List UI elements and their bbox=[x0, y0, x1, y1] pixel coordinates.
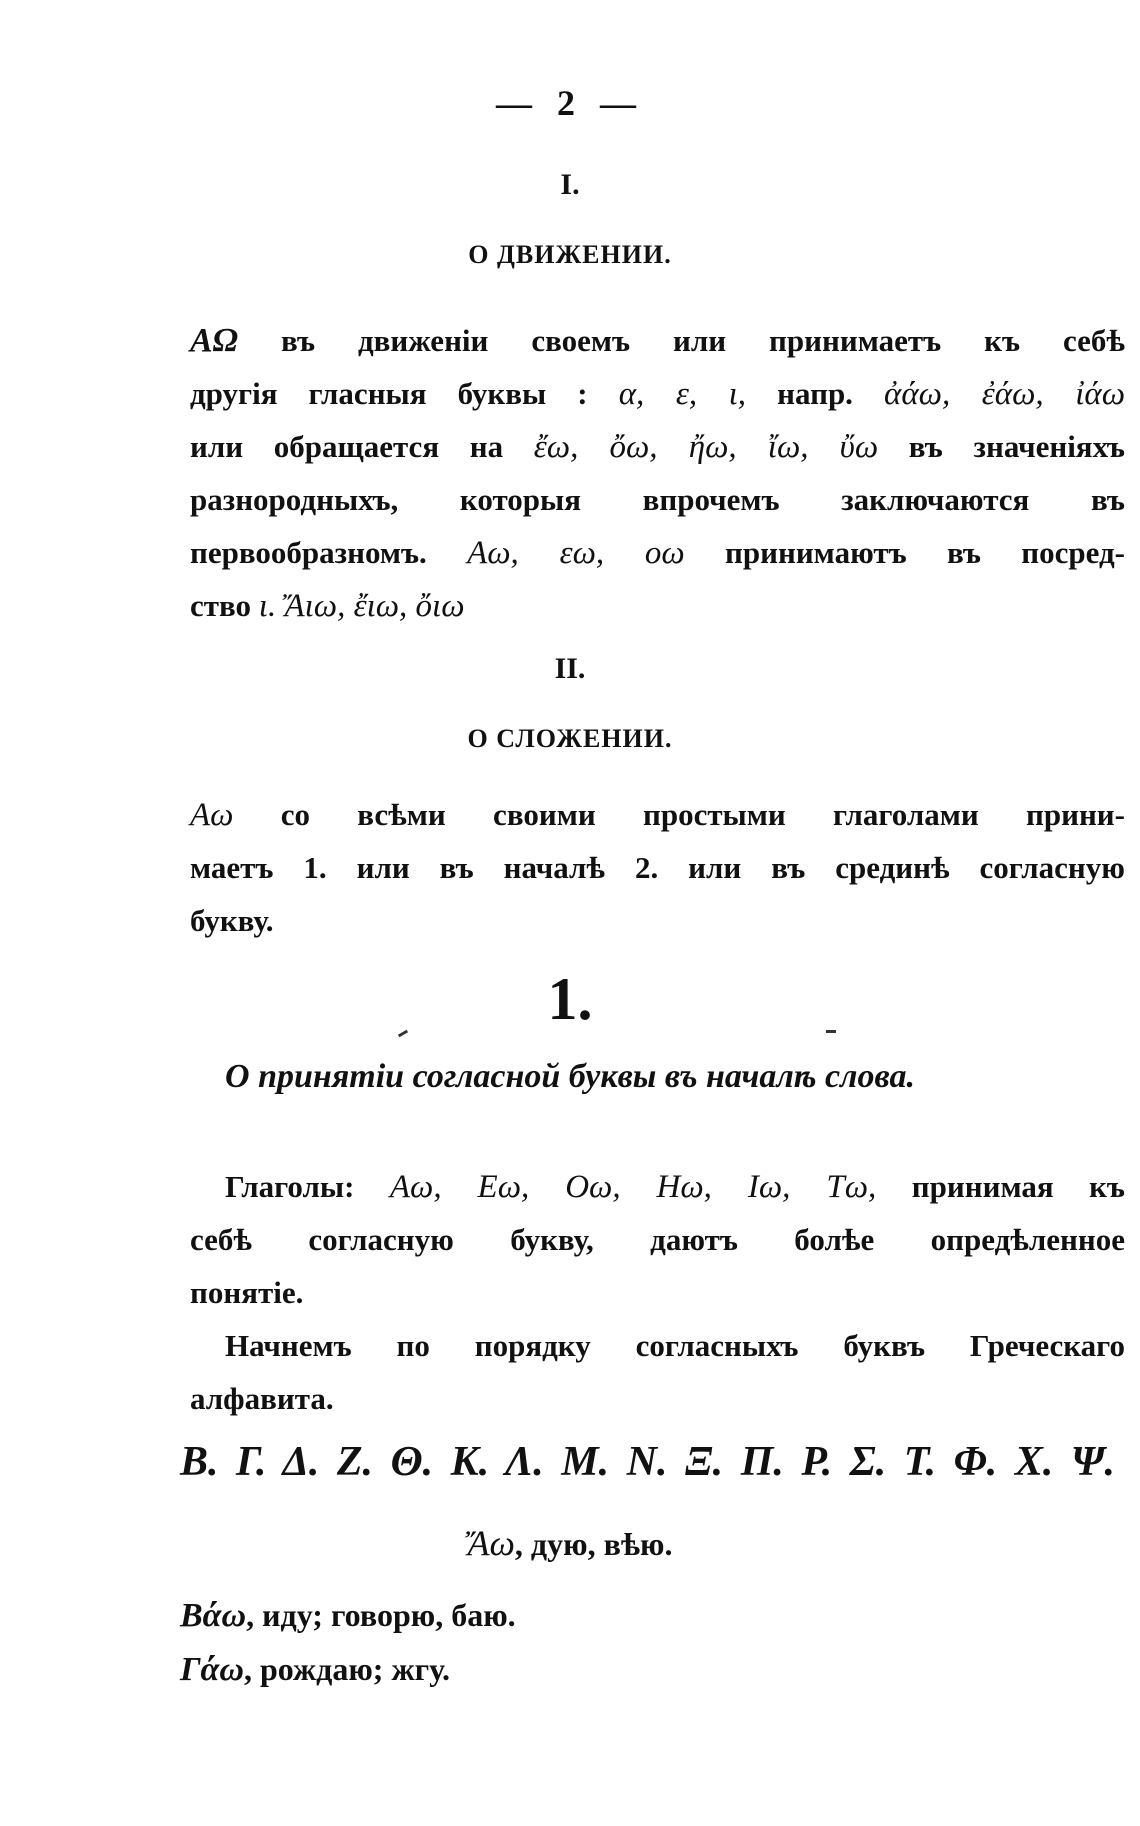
text-line: букву. bbox=[190, 903, 274, 938]
subsection-paragraph-2 bbox=[225, 1319, 1125, 1372]
section-1-paragraph bbox=[190, 314, 1125, 632]
example-greek: Γάω bbox=[180, 1651, 244, 1688]
text-line: Αω со всѣми своими простыми глаголами прини- bbox=[190, 797, 1125, 833]
text-line: ство ι. Ἄιω, ἔιω, ὄιω bbox=[190, 588, 465, 624]
text-line: другія гласныя буквы : α, ε, ι, напр. ἀάω, ἐάω, ἰάω bbox=[190, 376, 1125, 412]
subsection-paragraph-2-cont bbox=[190, 1372, 1125, 1425]
subsection-paragraph-1 bbox=[225, 1160, 1125, 1213]
subsection-paragraph-1-cont bbox=[190, 1213, 1125, 1319]
example-entry bbox=[180, 1651, 450, 1689]
text-line: первообразномъ. Αω, εω, οω принимаютъ въ посред- bbox=[190, 535, 1125, 571]
section-2-heading: О СЛОЖЕНИИ. bbox=[467, 724, 673, 753]
subsection-title: О принятіи согласной буквы въ началѣ слова. bbox=[225, 1058, 915, 1095]
example-gloss: , рождаю; жгу. bbox=[243, 1651, 450, 1687]
example-greek: Βάω bbox=[180, 1597, 247, 1634]
section-1-numeral: I. bbox=[560, 168, 580, 201]
subsection-number: 1. bbox=[547, 966, 593, 1032]
section-2-paragraph bbox=[190, 788, 1125, 947]
section-1-heading: О ДВИЖЕНИИ. bbox=[468, 240, 672, 269]
text-line: ΑΩ въ движеніи своемъ или принимаетъ къ себѣ bbox=[190, 322, 1125, 359]
example-entry bbox=[180, 1597, 516, 1635]
text-line: или обращается на ἔω, ὄω, ἤω, ἴω, ὔω въ значеніяхъ bbox=[190, 429, 1125, 465]
text-line: понятіе. bbox=[190, 1275, 304, 1310]
print-speck bbox=[826, 1030, 836, 1033]
text-line: маетъ 1. или въ началѣ 2. или въ срединѣ согласную bbox=[190, 850, 1125, 885]
entry-heading bbox=[0, 1522, 1140, 1564]
text-line: разнородныхъ, которыя впрочемъ заключаются въ bbox=[190, 482, 1125, 517]
text-line: Глаголы: Αω, Εω, Οω, Ηω, Ιω, Τω, принимая къ bbox=[225, 1169, 1126, 1205]
entry-heading-gloss: , дую, вѣю. bbox=[514, 1526, 673, 1562]
text-line: Начнемъ по порядку согласныхъ буквъ Греческаго bbox=[225, 1328, 1125, 1363]
greek-consonant-alphabet: Β. Γ. Δ. Ζ. Θ. Κ. Λ. Μ. Ν. Ξ. Π. Ρ. Σ. Τ. Φ. Χ. Ψ. bbox=[180, 1439, 1115, 1485]
example-gloss: , иду; говорю, баю. bbox=[246, 1597, 516, 1633]
text-line: алфавита. bbox=[190, 1381, 334, 1416]
entry-heading-greek: Ἄω bbox=[467, 1523, 515, 1563]
page-number: — 2 — bbox=[496, 83, 644, 123]
section-2-numeral: II. bbox=[554, 652, 586, 685]
text-line: себѣ согласную букву, даютъ болѣе опредѣленное bbox=[190, 1222, 1125, 1257]
